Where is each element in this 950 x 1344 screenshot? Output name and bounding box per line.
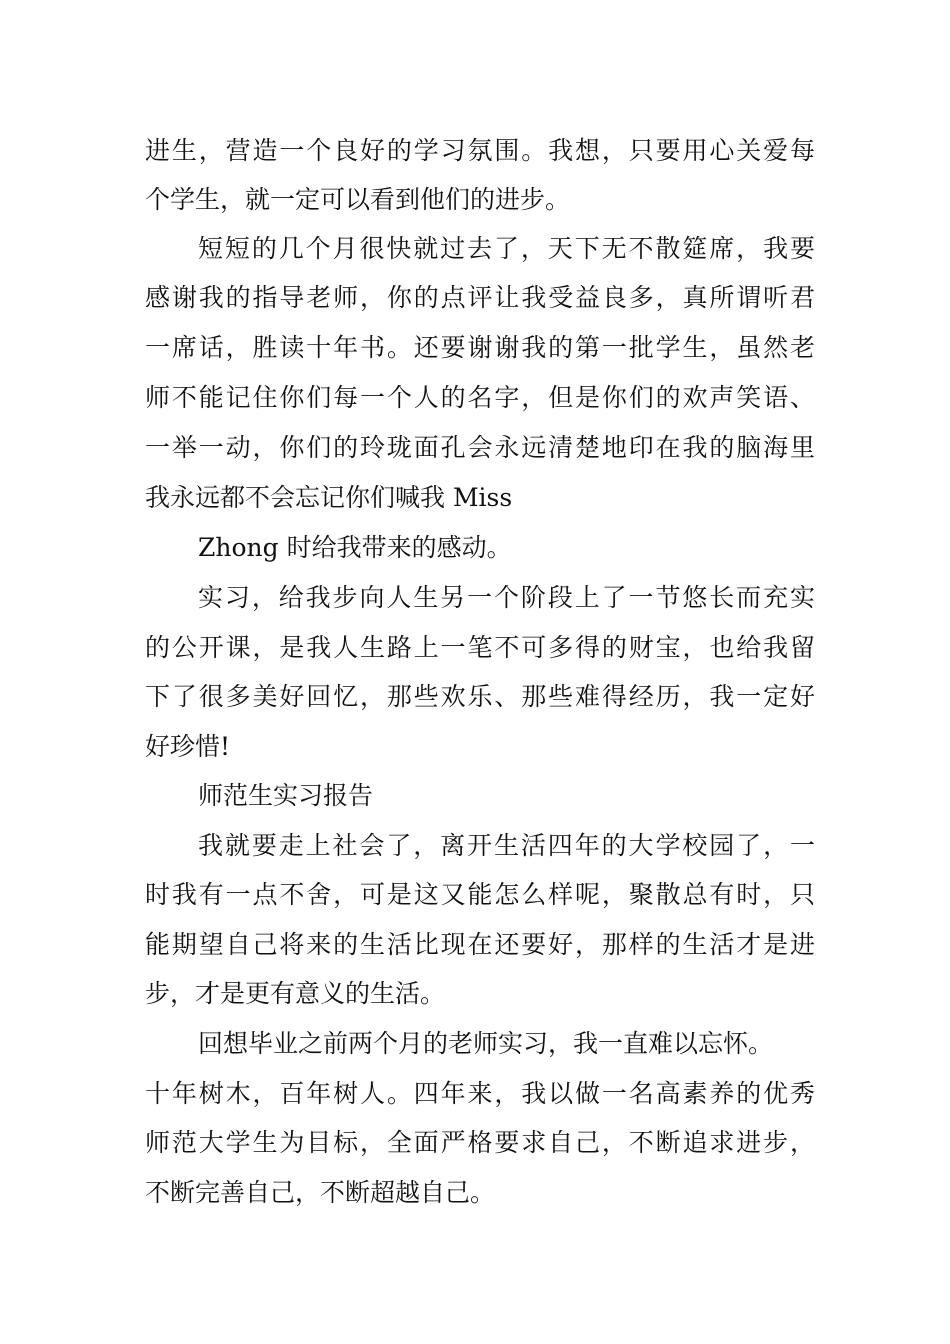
text-line: 能期望自己将来的生活比现在还要好，那样的生活才是进 [145, 930, 815, 959]
text-line: 好珍惜! [145, 732, 231, 761]
text-line: 进生，营造一个良好的学习氛围。我想，只要用心关爱每 [145, 136, 815, 165]
text-line: 下了很多美好回忆，那些欢乐、那些难得经历，我一定好 [145, 682, 815, 711]
text-line: 步，才是更有意义的生活。 [145, 979, 446, 1008]
paragraph-start-line: 实习，给我步向人生另一个阶段上了一节悠长而充实 [198, 583, 815, 612]
text-line: 时我有一点不舍，可是这又能怎么样呢，聚散总有时，只 [145, 880, 815, 909]
text-line: 师范大学生为目标，全面严格要求自己，不断追求进步， [145, 1128, 815, 1157]
paragraph-start-line: 我就要走上社会了，离开生活四年的大学校园了，一 [198, 831, 815, 860]
text-line: 一席话，胜读十年书。还要谢谢我的第一批学生，虽然老 [145, 333, 815, 362]
paragraph-start-line: Zhong 时给我带来的感动。 [198, 533, 512, 562]
text-line: 师不能记住你们每一个人的名字，但是你们的欢声笑语、 [145, 383, 815, 412]
text-line: 我永远都不会忘记你们喊我 Miss [145, 483, 513, 512]
text-line: 一举一动，你们的玲珑面孔会永远清楚地印在我的脑海里 [145, 433, 815, 462]
paragraph-start-line: 短短的几个月很快就过去了，天下无不散筵席，我要 [198, 234, 815, 263]
text-line: 的公开课，是我人生路上一笔不可多得的财宝，也给我留 [145, 633, 815, 662]
text-line: 个学生，就一定可以看到他们的进步。 [145, 185, 571, 214]
text-line: 十年树木，百年树人。四年来，我以做一名高素养的优秀 [145, 1079, 815, 1108]
text-line: 感谢我的指导老师，你的点评让我受益良多，真所谓听君 [145, 283, 815, 312]
text-line: 不断完善自己，不断超越自己。 [145, 1178, 496, 1207]
paragraph-start-line: 回想毕业之前两个月的老师实习，我一直难以忘怀。 [198, 1029, 774, 1058]
section-heading: 师范生实习报告 [198, 781, 374, 810]
